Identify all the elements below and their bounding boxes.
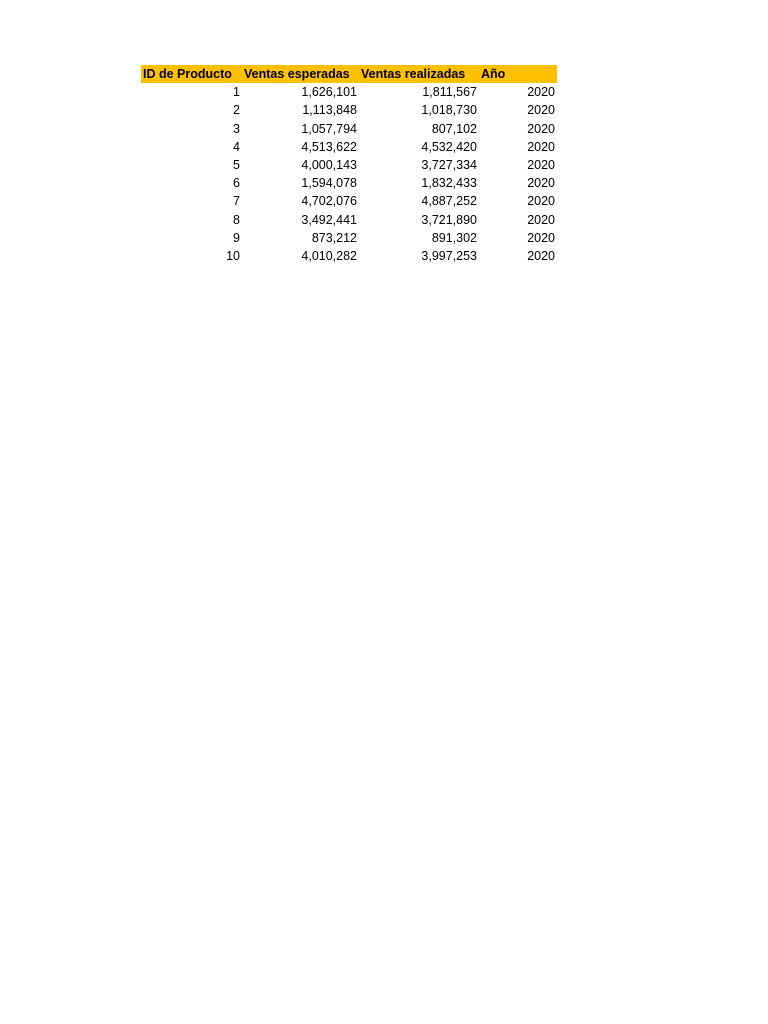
cell-expected-sales[interactable]: 1,594,078 xyxy=(301,176,357,191)
cell-product-id[interactable]: 6 xyxy=(233,176,240,191)
table-row xyxy=(141,229,557,247)
cell-year[interactable]: 2020 xyxy=(527,212,555,227)
cell-product-id[interactable]: 5 xyxy=(233,158,240,173)
cell-expected-sales[interactable]: 4,010,282 xyxy=(301,248,357,263)
table-row xyxy=(141,247,557,265)
cell-year[interactable]: 2020 xyxy=(527,103,555,118)
cell-expected-sales[interactable]: 1,626,101 xyxy=(301,85,357,100)
sales-table xyxy=(141,65,557,265)
cell-product-id[interactable]: 1 xyxy=(233,85,240,100)
cell-product-id[interactable]: 7 xyxy=(233,194,240,209)
table-row xyxy=(141,120,557,138)
cell-year[interactable]: 2020 xyxy=(527,139,555,154)
cell-actual-sales[interactable]: 3,997,253 xyxy=(421,248,477,263)
table-row xyxy=(141,83,557,101)
header-year[interactable]: Año xyxy=(479,65,557,83)
cell-product-id[interactable]: 8 xyxy=(233,212,240,227)
cell-year[interactable]: 2020 xyxy=(527,158,555,173)
table-row xyxy=(141,156,557,174)
table-row xyxy=(141,138,557,156)
cell-product-id[interactable]: 10 xyxy=(226,248,240,263)
cell-product-id[interactable]: 4 xyxy=(233,139,240,154)
cell-year[interactable]: 2020 xyxy=(527,176,555,191)
header-row xyxy=(141,65,557,83)
cell-actual-sales[interactable]: 4,532,420 xyxy=(421,139,477,154)
cell-actual-sales[interactable]: 3,727,334 xyxy=(421,158,477,173)
cell-product-id[interactable]: 2 xyxy=(233,103,240,118)
cell-year[interactable]: 2020 xyxy=(527,85,555,100)
cell-year[interactable]: 2020 xyxy=(527,121,555,136)
header-actual-sales[interactable]: Ventas realizadas xyxy=(359,65,479,83)
header-product-id[interactable]: ID de Producto xyxy=(141,65,242,83)
cell-product-id[interactable]: 3 xyxy=(233,121,240,136)
cell-expected-sales[interactable]: 4,513,622 xyxy=(301,139,357,154)
cell-actual-sales[interactable]: 891,302 xyxy=(431,230,477,245)
cell-year[interactable]: 2020 xyxy=(527,248,555,263)
cell-actual-sales[interactable]: 1,018,730 xyxy=(421,103,477,118)
cell-expected-sales[interactable]: 3,492,441 xyxy=(301,212,357,227)
cell-actual-sales[interactable]: 1,832,433 xyxy=(421,176,477,191)
cell-product-id[interactable]: 9 xyxy=(233,230,240,245)
cell-expected-sales[interactable]: 873,212 xyxy=(311,230,357,245)
table-row xyxy=(141,174,557,192)
cell-expected-sales[interactable]: 4,000,143 xyxy=(301,158,357,173)
table-row xyxy=(141,101,557,119)
cell-actual-sales[interactable]: 4,887,252 xyxy=(421,194,477,209)
cell-actual-sales[interactable]: 807,102 xyxy=(431,121,477,136)
cell-year[interactable]: 2020 xyxy=(527,230,555,245)
header-expected-sales[interactable]: Ventas esperadas xyxy=(242,65,359,83)
cell-expected-sales[interactable]: 4,702,076 xyxy=(301,194,357,209)
table-row xyxy=(141,211,557,229)
cell-actual-sales[interactable]: 3,721,890 xyxy=(421,212,477,227)
spreadsheet-page xyxy=(141,65,557,265)
cell-expected-sales[interactable]: 1,113,848 xyxy=(302,103,357,118)
cell-year[interactable]: 2020 xyxy=(527,194,555,209)
cell-actual-sales[interactable]: 1,811,567 xyxy=(422,85,477,100)
cell-expected-sales[interactable]: 1,057,794 xyxy=(301,121,357,136)
table-row xyxy=(141,192,557,210)
